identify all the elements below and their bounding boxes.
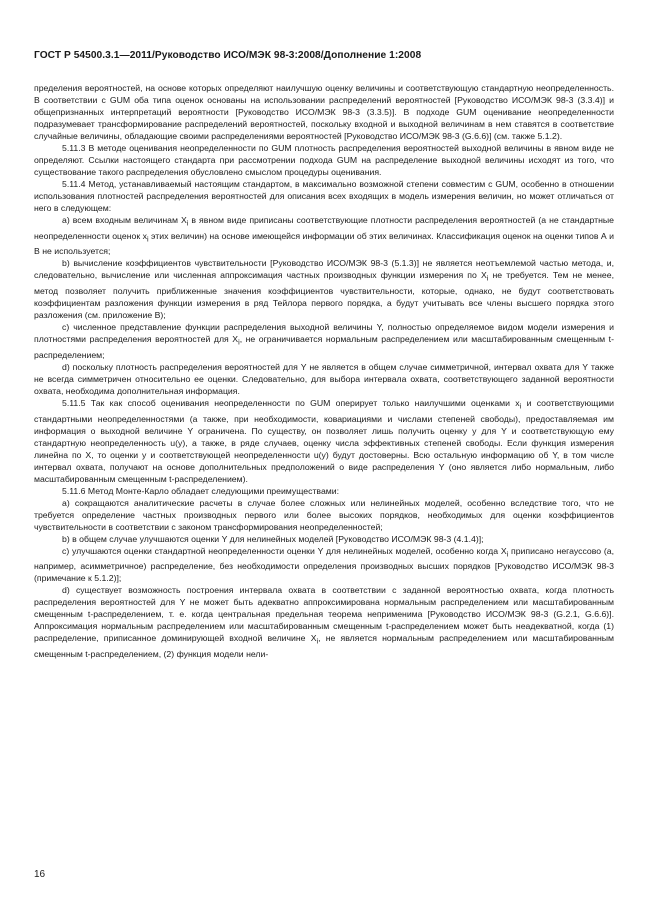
document-body: [34, 82, 614, 660]
paragraph-continuation: пределения вероятностей, на основе которых определяют наилучшую оценку величины и соответствующую стандартную неопределенность. В соответствии с GUM оба типа оценок основаны на использовании распределений вероятностей [Руководство ИСО/МЭК 98-3 (3.3.4)] и общепризнанных интерпретаций вероятности [Руководство ИСО/МЭК 98-3 (3.3.5)]. В подходе GUM оценивание неопределенности подразумевает трансформирование распределений вероятностей, поскольку входной и выходной величинам в нем ставятся в соответствие случайные величины, обладающие своими распределениями вероятностей [Руководство ИСО/МЭК 98-3 (G.6.6)] (см. также 5.1.2).: [34, 83, 614, 141]
paragraph-5-11-4: 5.11.4 Метод, устанавливаемый настоящим стандартом, в максимально возможной степени совместим с GUM, особенно в отношении использования плотностей распределения вероятностей для описания всех входящих в модель измерения величин, но может отличаться от него в следующем:: [34, 179, 614, 213]
document-header: ГОСТ Р 54500.3.1—2011/Руководство ИСО/МЭК 98-3:2008/Дополнение 1:2008: [34, 50, 422, 61]
list-item-a: а) всем входным величинам $X_i$ в явном виде приписаны соответствующие плотности распределения вероятностей (а не стандартные неопределенности оценок $x_i$ этих величин) на основе имеющейся информации об этих величинах. Классификация оценок на оценки типов А и В не используется;: [34, 215, 614, 257]
list-item-a-2: а) сокращаются аналитические расчеты в случае более сложных или нелинейных моделей, особенно вследствие того, что не требуется определение частных производных первого или более высоких порядков, необходимых для оценки коэффициентов чувствительности в соответствии с законом трансформирования неопределенностей;: [34, 497, 614, 532]
paragraph-5-11-5: 5.11.5 Так как способ оценивания неопределенности по GUM оперирует только наилучшими оценками $x_i$ и соответствующими стандартными неопределенностями (а также, при необходимости, ковариациями и числами степеней свободы), предоставляемая им информация о выходной величине Y ограничена. По существу, он позволяет лишь получить оценку y для Y и соответствующую ему стандартную неопределенность u(y), а также, в ряде случаев, оценку числа эффективных степеней свободы. Если функция измерения линейна по X, то оценки y и соответствующей неопределенности u(y) будут достоверны. Всю остальную информацию об Y, в том числе интервал охвата, получают на основе дополнительных предположений о виде распределения Y (оно является либо нормальным, либо масштабированным смещенным t-распределением).: [34, 397, 614, 484]
list-item-b-2: b) в общем случае улучшаются оценки Y для нелинейных моделей [Руководство ИСО/МЭК 98-3 (4.1.4)];: [62, 533, 484, 544]
paragraph-5-11-6: 5.11.6 Метод Монте-Карло обладает следующими преимуществами:: [62, 485, 340, 496]
list-item-c: с) численное представление функции распределения выходной величины Y, полностью определяемое видом модели измерения и плотностями распределения вероятностей для $X_i$, не ограничивается нормальным распределением или масштабированным смещенным t-распределением;: [34, 322, 614, 360]
list-item-d: d) поскольку плотность распределения вероятностей для Y не является в общем случае симметричной, интервал охвата для Y также не всегда симметричен относительно ее оценки. Следовательно, для выбора интервала охвата, соответствующего заданной вероятности охвата, необходима дополнительная информация.: [34, 361, 614, 396]
list-item-b: b) вычисление коэффициентов чувствительности [Руководство ИСО/МЭК 98-3 (5.1.3)] не является неотъемлемой частью метода, и, следовательно, вычисление или численная аппроксимация частных производных функции измерения по $X_i$ не требуется. Тем не менее, метод позволяет получить приближенные значения коэффициентов чувствительности, которые, однако, не будут соответствовать коэффициентам разложения функции измерения в ряд Тейлора первого порядка, а будут учитывать все члены высшего порядка этого разложения (см. приложение В);: [34, 258, 614, 321]
page-number: 16: [34, 869, 46, 880]
list-item-d-2: d) существует возможность построения интервала охвата в соответствии с заданной вероятностью охвата, когда плотность распределения вероятностей для Y не может быть адекватно аппроксимирована нормальным распределением или масштабированным смещенным t-распределением, т. е. когда центральная предельная теорема неприменима [Руководство ИСО/МЭК 98-3 (G.2.1, G.6.6)]. Аппроксимация нормальным распределением или масштабированным смещенным t-распределением может быть неадекватной, когда (1) распределение, приписанное доминирующей входной величине $X_i$, не является нормальным распределением или масштабированным смещенным t-распределением, (2) функция модели нели-: [34, 585, 614, 660]
list-item-c-2: с) улучшаются оценки стандартной неопределенности оценки Y для нелинейных моделей, особенно когда $X_i$ приписано негауссово (а, например, асимметричное) распределение, без необходимости определения производных высших порядков [Руководство ИСО/МЭК 98-3 (примечание к 5.1.2)];: [34, 545, 614, 584]
paragraph-5-11-3: 5.11.3 В методе оценивания неопределенности по GUM плотность распределения вероятностей выходной величины в явном виде не определяют. Ссылки настоящего стандарта при рассмотрении подхода GUM на распределение выходной величины исходят из того, что существование такого распределения обусловлено смыслом процедуры оценивания.: [34, 143, 614, 177]
